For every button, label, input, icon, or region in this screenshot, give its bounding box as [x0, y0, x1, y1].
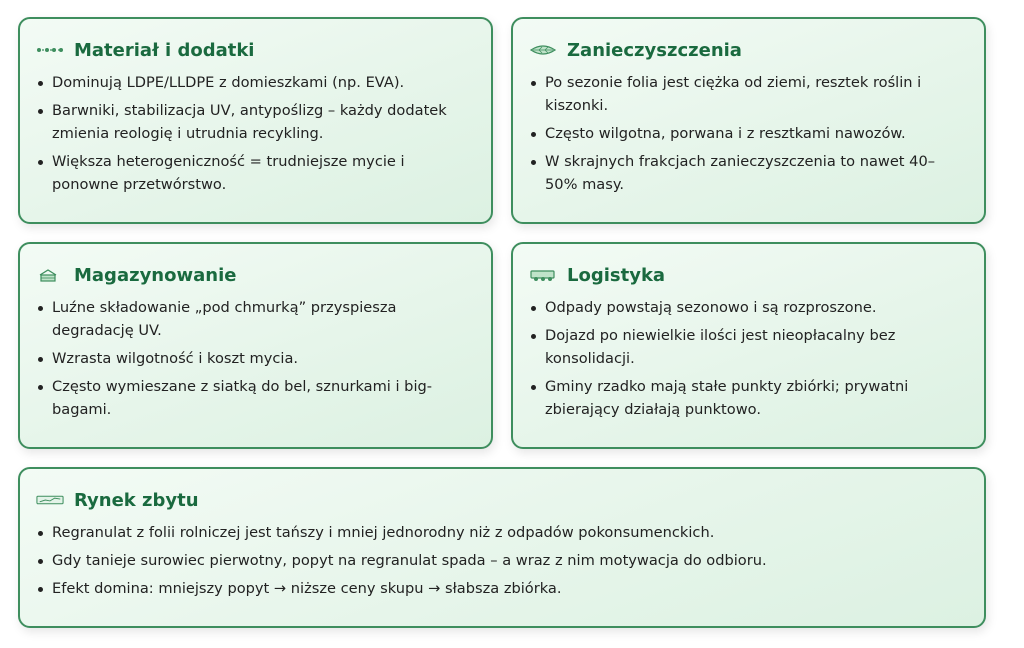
list-item: Luźne składowanie „pod chmurką” przyspiesza degradację UV.: [36, 296, 473, 342]
card-title: Materiał i dodatki: [74, 39, 255, 61]
card-title: Magazynowanie: [74, 264, 237, 286]
list-item: Po sezonie folia jest ciężka od ziemi, resztek roślin i kiszonki.: [529, 71, 966, 117]
bullet-list: [529, 296, 966, 421]
list-item: W skrajnych frakcjach zanieczyszczenia to nawet 40–50% masy.: [529, 150, 966, 196]
card-logistics: [511, 242, 986, 449]
card-material: [18, 17, 493, 224]
list-item: Gminy rzadko mają stałe punkty zbiórki; prywatni zbierający działają punktowo.: [529, 375, 966, 421]
bullet-list: [36, 296, 473, 421]
card-header: [36, 487, 966, 513]
card-market: [18, 467, 986, 628]
card-title: Zanieczyszczenia: [567, 39, 742, 61]
list-item: Większa heterogeniczność = trudniejsze mycie i ponowne przetwórstwo.: [36, 150, 473, 196]
trend-chart-icon: [36, 493, 64, 507]
dotted-line-icon: [36, 43, 64, 57]
list-item: Często wilgotna, porwana i z resztkami nawozów.: [529, 122, 966, 145]
list-item: Odpady powstają sezonowo i są rozproszone.: [529, 296, 966, 319]
card-header: [529, 37, 966, 63]
list-item: Dojazd po niewielkie ilości jest nieopłacalny bez konsolidacji.: [529, 324, 966, 370]
card-header: [529, 262, 966, 288]
bullet-list: [529, 71, 966, 196]
leaf-icon: [529, 43, 557, 57]
card-header: [36, 262, 473, 288]
list-item: Regranulat z folii rolniczej jest tańszy i mniej jednorodny niż z odpadów pokonsumenckich.: [36, 521, 966, 544]
card-contamination: [511, 17, 986, 224]
card-title: Rynek zbytu: [74, 489, 199, 511]
truck-icon: [529, 268, 557, 282]
list-item: Gdy tanieje surowiec pierwotny, popyt na regranulat spada – a wraz z nim motywacja do odbioru.: [36, 549, 966, 572]
card-storage: [18, 242, 493, 449]
card-header: [36, 37, 473, 63]
list-item: Barwniki, stabilizacja UV, antypoślizg – każdy dodatek zmienia reologię i utrudnia recykling.: [36, 99, 473, 145]
list-item: Często wymieszane z siatką do bel, sznurkami i big-bagami.: [36, 375, 473, 421]
list-item: Wzrasta wilgotność i koszt mycia.: [36, 347, 473, 370]
shed-icon: [36, 268, 64, 282]
bullet-list: [36, 71, 473, 196]
list-item: Efekt domina: mniejszy popyt → niższe ceny skupu → słabsza zbiórka.: [36, 577, 966, 600]
card-title: Logistyka: [567, 264, 666, 286]
bullet-list: [36, 521, 966, 600]
list-item: Dominują LDPE/LLDPE z domieszkami (np. EVA).: [36, 71, 473, 94]
